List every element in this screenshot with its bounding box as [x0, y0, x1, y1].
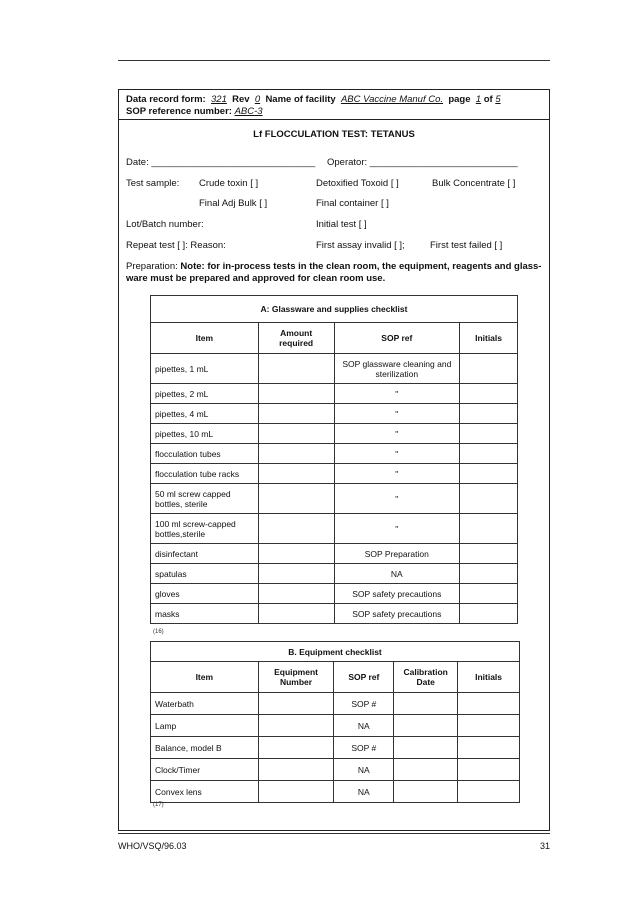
item-cell: pipettes, 2 mL [151, 384, 259, 404]
sop-ref-number: ABC-3 [234, 106, 263, 117]
table-row [151, 444, 518, 464]
initials-cell [458, 715, 520, 737]
sop-ref-cell: NA [334, 564, 460, 584]
table-row [151, 564, 518, 584]
table-a-header-amount: Amount required [258, 323, 334, 354]
initials-cell [458, 759, 520, 781]
form-header [119, 90, 549, 120]
initials-cell [460, 544, 518, 564]
document-code: WHO/VSQ/96.03 [118, 841, 187, 851]
item-cell: Balance, model B [151, 737, 259, 759]
table-row [151, 464, 518, 484]
initials-cell [460, 444, 518, 464]
item-cell: flocculation tubes [151, 444, 259, 464]
table-row [151, 354, 518, 384]
table-b-header-initials: Initials [458, 662, 520, 693]
facility-name: ABC Vaccine Manuf Co. [340, 94, 444, 105]
first-test-failed-checkbox[interactable]: First test failed [ ] [430, 240, 503, 251]
sop-ref-label: SOP reference number: [126, 106, 232, 117]
amount-cell [258, 604, 334, 624]
initials-cell [460, 604, 518, 624]
of-label: of [483, 94, 493, 105]
calibration-date-cell [394, 737, 458, 759]
item-cell: Waterbath [151, 693, 259, 715]
page-total: 5 [495, 94, 501, 105]
equipment-number-cell [258, 693, 334, 715]
amount-cell [258, 544, 334, 564]
sop-ref-cell: SOP safety precautions [334, 604, 460, 624]
amount-cell [258, 424, 334, 444]
item-cell: pipettes, 4 mL [151, 404, 259, 424]
calibration-date-cell [394, 781, 458, 803]
table-row [151, 737, 520, 759]
sop-ref-cell: SOP glassware cleaning and sterilization [334, 354, 460, 384]
item-cell: disinfectant [151, 544, 259, 564]
preparation-note-text: Note: for in-process tests in the clean room, the equipment, reagents and glass-ware must be prepared and approved for clean room use. [126, 261, 542, 284]
table-row [151, 424, 518, 444]
table-row [151, 693, 520, 715]
table-a-header-item: Item [151, 323, 259, 354]
sop-ref-cell: " [334, 464, 460, 484]
table-row [151, 544, 518, 564]
form-header-line-2 [126, 106, 263, 117]
page-num: 1 [475, 94, 482, 105]
data-record-form [118, 89, 550, 831]
amount-cell [258, 514, 334, 544]
calibration-date-cell [394, 715, 458, 737]
top-rule [118, 60, 550, 61]
initials-cell [458, 693, 520, 715]
calibration-date-cell [394, 693, 458, 715]
item-cell: pipettes, 1 mL [151, 354, 259, 384]
form-number-label: Data record form: [126, 94, 206, 105]
table-a-note: (16) [153, 629, 164, 635]
table-row [151, 514, 518, 544]
table-row [151, 759, 520, 781]
initials-cell [460, 424, 518, 444]
item-cell: masks [151, 604, 259, 624]
table-a-header-initials: Initials [460, 323, 518, 354]
sop-ref-cell: " [334, 444, 460, 464]
amount-cell [258, 444, 334, 464]
table-b-header-calibration: Calibration Date [394, 662, 458, 693]
equipment-checklist-table [150, 641, 520, 803]
sop-ref-cell: SOP Preparation [334, 544, 460, 564]
page-number: 31 [539, 841, 550, 851]
table-a-header-sop: SOP ref [334, 323, 460, 354]
table-b-header-sop: SOP ref [334, 662, 394, 693]
form-number: 321 [211, 94, 227, 105]
form-title: Lf FLOCCULATION TEST: TETANUS [253, 129, 415, 140]
initials-cell [460, 584, 518, 604]
sop-ref-cell: " [334, 404, 460, 424]
crude-toxin-checkbox[interactable]: Crude toxin [ ] [199, 178, 259, 189]
table-row [151, 384, 518, 404]
form-header-line-1 [126, 94, 501, 105]
bulk-concentrate-checkbox[interactable]: Bulk Concentrate [ ] [432, 178, 516, 189]
preparation-label: Preparation: [126, 261, 178, 272]
operator-field[interactable]: Operator: ____________________________ [327, 157, 518, 168]
sop-ref-cell: NA [334, 781, 394, 803]
item-cell: Convex lens [151, 781, 259, 803]
table-b-note: (17) [153, 802, 164, 808]
glassware-checklist-table [150, 295, 518, 624]
item-cell: flocculation tube racks [151, 464, 259, 484]
item-cell: 50 ml screw capped bottles, sterile [151, 484, 259, 514]
initials-cell [460, 384, 518, 404]
amount-cell [258, 354, 334, 384]
initial-test-checkbox[interactable]: Initial test [ ] [316, 219, 367, 230]
item-cell: Lamp [151, 715, 259, 737]
date-field[interactable]: Date: _______________________________ [126, 157, 316, 168]
initials-cell [460, 354, 518, 384]
test-sample-label: Test sample: [126, 178, 180, 189]
table-row [151, 781, 520, 803]
amount-cell [258, 584, 334, 604]
preparation-note [126, 261, 546, 285]
amount-cell [258, 464, 334, 484]
equipment-number-cell [258, 759, 334, 781]
table-row [151, 484, 518, 514]
rev-value: 0 [254, 94, 261, 105]
initials-cell [460, 464, 518, 484]
item-cell: pipettes, 10 mL [151, 424, 259, 444]
initials-cell [460, 514, 518, 544]
initials-cell [460, 564, 518, 584]
table-row [151, 584, 518, 604]
initials-cell [458, 781, 520, 803]
final-adj-bulk-checkbox[interactable]: Final Adj Bulk [ ] [199, 198, 268, 209]
amount-cell [258, 564, 334, 584]
amount-cell [258, 384, 334, 404]
table-b-caption: B. Equipment checklist [151, 642, 520, 662]
sop-ref-cell: NA [334, 715, 394, 737]
lot-batch-field[interactable]: Lot/Batch number: [126, 219, 204, 230]
table-row [151, 604, 518, 624]
table-b-header-item: Item [151, 662, 259, 693]
calibration-date-cell [394, 759, 458, 781]
sop-ref-cell: SOP # [334, 737, 394, 759]
item-cell: spatulas [151, 564, 259, 584]
sop-ref-cell: " [334, 384, 460, 404]
sop-ref-cell: SOP # [334, 693, 394, 715]
detoxified-toxoid-checkbox[interactable]: Detoxified Toxoid [ ] [316, 178, 399, 189]
equipment-number-cell [258, 737, 334, 759]
item-cell: gloves [151, 584, 259, 604]
equipment-number-cell [258, 781, 334, 803]
first-assay-invalid-checkbox[interactable]: First assay invalid [ ]; [316, 240, 405, 251]
repeat-test-field[interactable]: Repeat test [ ]: Reason: [126, 240, 226, 251]
sop-ref-cell: NA [334, 759, 394, 781]
amount-cell [258, 404, 334, 424]
initials-cell [458, 737, 520, 759]
sop-ref-cell: " [334, 514, 460, 544]
table-b-header-number: Equipment Number [258, 662, 334, 693]
rev-label: Rev [232, 94, 250, 105]
initials-cell [460, 404, 518, 424]
page-label: page [448, 94, 471, 105]
equipment-number-cell [258, 715, 334, 737]
final-container-checkbox[interactable]: Final container [ ] [316, 198, 389, 209]
table-a-caption: A: Glassware and supplies checklist [151, 296, 518, 323]
sop-ref-cell: SOP safety precautions [334, 584, 460, 604]
initials-cell [460, 484, 518, 514]
table-row [151, 404, 518, 424]
table-row [151, 715, 520, 737]
bottom-rule [118, 833, 550, 834]
item-cell: 100 ml screw-capped bottles,sterile [151, 514, 259, 544]
sop-ref-cell: " [334, 484, 460, 514]
amount-cell [258, 484, 334, 514]
item-cell: Clock/Timer [151, 759, 259, 781]
sop-ref-cell: " [334, 424, 460, 444]
facility-label: Name of facility [265, 94, 336, 105]
